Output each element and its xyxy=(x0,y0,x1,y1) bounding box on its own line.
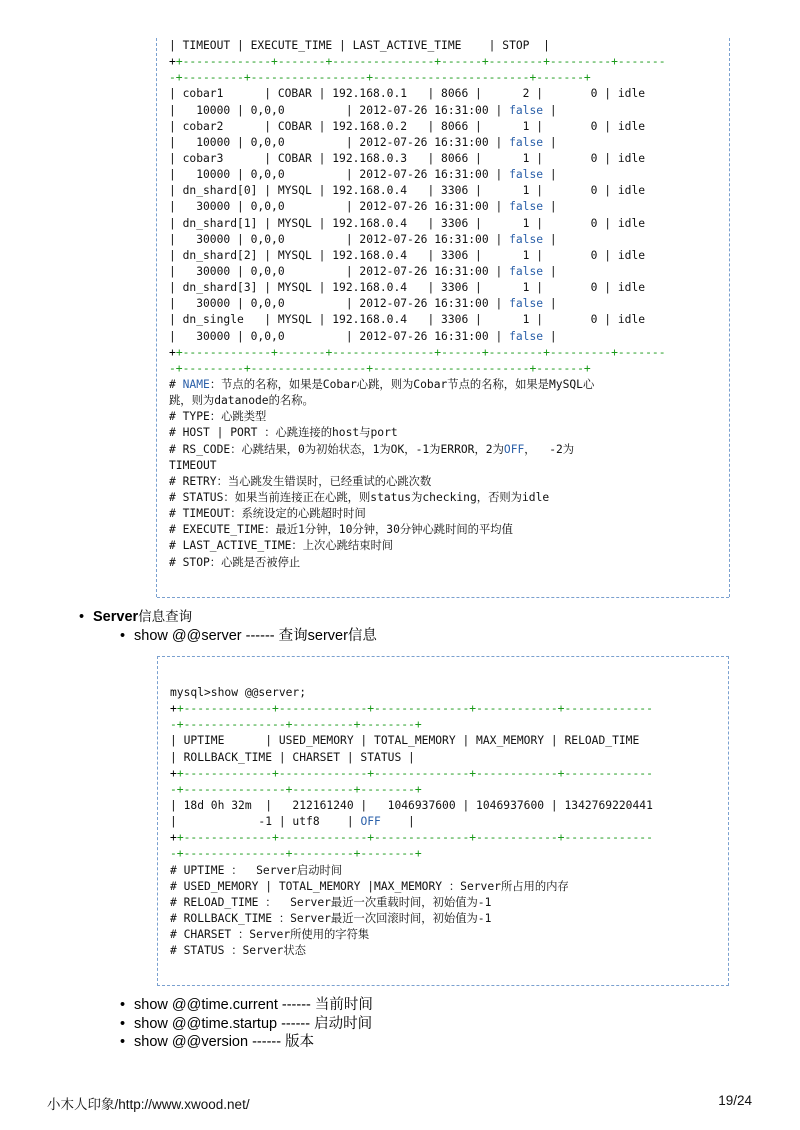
page-number: 19/24 xyxy=(718,1093,752,1108)
comment-rs-code: # RS_CODE：心跳结果，0为初始状态，1为OK，-1为ERROR，2为OFF， -2为 xyxy=(169,442,575,456)
comment-line: # USED_MEMORY | TOTAL_MEMORY |MAX_MEMORY ：Server所占用的内存 xyxy=(170,879,569,893)
comment-type: # TYPE：心跳类型 xyxy=(169,410,267,424)
table-row: | dn_shard[0] | MYSQL | 192.168.0.4 | 3306 | 1 | 0 | idle xyxy=(169,184,646,198)
server-code-block xyxy=(157,656,729,986)
bullet-icon: • xyxy=(120,997,126,1013)
stop-value: false xyxy=(509,135,544,149)
table-header-line: | ROLLBACK_TIME | CHARSET | STATUS | xyxy=(170,750,415,764)
table-row: | dn_single | MYSQL | 192.168.0.4 | 3306 | 1 | 0 | idle xyxy=(169,313,646,327)
table-separator: -+---------+-----------------+-----------------------+-------+ xyxy=(169,71,591,85)
table-row-cont: | 10000 | 0,0,0 | 2012-07-26 16:31:00 | false | xyxy=(169,103,557,117)
table-separator: -+---------------+---------+--------+ xyxy=(170,782,422,796)
stop-value: false xyxy=(509,168,544,182)
comment-host-port: # HOST | PORT ：心跳连接的host与port xyxy=(169,426,398,440)
table-row: | cobar1 | COBAR | 192.168.0.1 | 8066 | 2 | 0 | idle xyxy=(169,87,646,101)
table-separator: ++-------------+-------------+--------------+------------+------------- xyxy=(170,702,653,716)
status-value: OFF xyxy=(360,815,381,829)
comment-name-cont: 跳，则为datanode的名称。 xyxy=(169,394,314,408)
comment-line: # STATUS ：Server状态 xyxy=(170,944,306,958)
comment-name: # NAME：节点的名称，如果是Cobar心跳，则为Cobar节点的名称，如果是MySQL心 xyxy=(169,377,595,391)
table-row: | cobar2 | COBAR | 192.168.0.2 | 8066 | 1 | 0 | idle xyxy=(169,119,646,133)
comment-rs-code-cont: TIMEOUT xyxy=(169,458,217,472)
table-row-cont: | 30000 | 0,0,0 | 2012-07-26 16:31:00 | false | xyxy=(169,232,557,246)
table-row: | dn_shard[2] | MYSQL | 192.168.0.4 | 3306 | 1 | 0 | idle xyxy=(169,248,646,262)
bullet-icon: • xyxy=(79,609,85,625)
table-separator: ++-------------+-------+---------------+------+--------+---------+------- xyxy=(169,345,666,359)
table-row: | dn_shard[1] | MYSQL | 192.168.0.4 | 3306 | 1 | 0 | idle xyxy=(169,216,646,230)
comment-execute-time: # EXECUTE_TIME：最近1分钟，10分钟，30分钟心跳时间的平均值 xyxy=(169,523,513,537)
more-commands-list xyxy=(120,996,373,1052)
separator-dashes: +-------------+-------+---------------+------+--------+---------+------- xyxy=(175,55,666,69)
stop-value: false xyxy=(509,264,544,278)
bullet-icon: • xyxy=(120,628,126,644)
table-separator: -+---------------+---------+--------+ xyxy=(170,718,422,732)
show-version-item: • show @@version ------ 版本 xyxy=(120,1034,315,1050)
table-row-cont: | 30000 | 0,0,0 | 2012-07-26 16:31:00 | false | xyxy=(169,329,557,343)
sub-list xyxy=(120,627,377,645)
bullet-icon: • xyxy=(120,1034,126,1050)
show-time-current-item: • show @@time.current ------ 当前时间 xyxy=(120,997,373,1013)
table-separator: ++-------------+-------------+--------------+------------+------------- xyxy=(170,766,653,780)
comment-line: # UPTIME ： Server启动时间 xyxy=(170,863,343,877)
table-row: | 18d 0h 32m | 212161240 | 1046937600 | 1046937600 | 1342769220441 xyxy=(170,798,653,812)
command-line: mysql>show @@server; xyxy=(170,686,307,699)
comment-line: # RELOAD_TIME ： Server最近一次重载时间，初始值为-1 xyxy=(170,895,492,909)
footer-source: 小木人印象/http://www.xwood.net/ xyxy=(47,1097,250,1112)
table-separator: -+---------+-----------------+-----------------------+-------+ xyxy=(169,361,591,375)
table-row-cont: | 10000 | 0,0,0 | 2012-07-26 16:31:00 | false | xyxy=(169,135,557,149)
comment-last-active-time: # LAST_ACTIVE_TIME：上次心跳结束时间 xyxy=(169,539,394,553)
table-header-line: | UPTIME | USED_MEMORY | TOTAL_MEMORY | MAX_MEMORY | RELOAD_TIME xyxy=(170,734,640,748)
show-time-startup-item: • show @@time.startup ------ 启动时间 xyxy=(120,1015,373,1032)
table-separator: -+---------------+---------+--------+ xyxy=(170,847,422,861)
table-separator: ++-------------+-------+---------------+------+--------+---------+------- xyxy=(169,55,666,69)
section-server-heading: • Server信息查询 xyxy=(79,609,193,625)
comment-timeout: # TIMEOUT：系统设定的心跳超时时间 xyxy=(169,507,366,521)
table-row: | cobar3 | COBAR | 192.168.0.3 | 8066 | 1 | 0 | idle xyxy=(169,151,646,165)
comment-line: # ROLLBACK_TIME ：Server最近一次回滚时间，初始值为-1 xyxy=(170,911,492,925)
table-row: | dn_shard[3] | MYSQL | 192.168.0.4 | 3306 | 1 | 0 | idle xyxy=(169,281,646,295)
comment-line: # CHARSET ：Server所使用的字符集 xyxy=(170,928,370,942)
table-row-cont: | 10000 | 0,0,0 | 2012-07-26 16:31:00 | false | xyxy=(169,168,557,182)
table-header-line: | TIMEOUT | EXECUTE_TIME | LAST_ACTIVE_TIME | STOP | xyxy=(169,39,550,52)
stop-value: false xyxy=(509,200,544,214)
comment-stop: # STOP：心跳是否被停止 xyxy=(169,555,301,569)
server-code xyxy=(170,685,728,959)
table-row-cont: | -1 | utf8 | OFF | xyxy=(170,815,415,829)
comment-retry: # RETRY：当心跳发生错误时，已经重试的心跳次数 xyxy=(169,474,432,488)
table-row-cont: | 30000 | 0,0,0 | 2012-07-26 16:31:00 | false | xyxy=(169,297,557,311)
bullet-icon: • xyxy=(120,1015,126,1032)
table-separator: ++-------------+-------------+--------------+------------+------------- xyxy=(170,831,653,845)
table-row-cont: | 30000 | 0,0,0 | 2012-07-26 16:31:00 | false | xyxy=(169,200,557,214)
heartbeat-code xyxy=(169,38,729,571)
show-server-item: • show @@server ------ 查询server信息 xyxy=(120,628,377,644)
stop-value: false xyxy=(509,103,544,117)
table-row-cont: | 30000 | 0,0,0 | 2012-07-26 16:31:00 | false | xyxy=(169,264,557,278)
stop-value: false xyxy=(509,329,544,343)
heartbeat-code-block xyxy=(157,0,729,598)
stop-value: false xyxy=(509,297,544,311)
comment-status: # STATUS：如果当前连接正在心跳，则status为checking，否则为idle xyxy=(169,490,550,504)
stop-value: false xyxy=(509,232,544,246)
section-list xyxy=(79,608,193,626)
